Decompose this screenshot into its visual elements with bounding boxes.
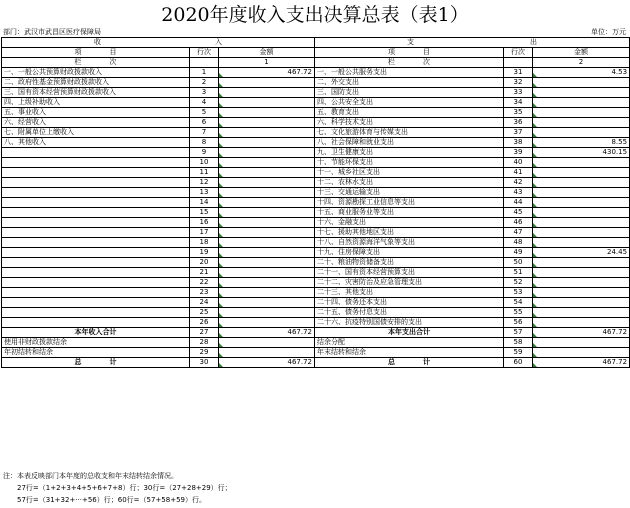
expense-line-cell: 52 bbox=[504, 278, 533, 288]
table-row bbox=[2, 68, 630, 78]
income-item-cell: 七、附属单位上缴收入 bbox=[2, 128, 190, 138]
income-item-header: 项 目 bbox=[2, 48, 190, 58]
footnote-line: 注：本表反映部门本年度的总收支和年末结转结余情况。 bbox=[3, 472, 178, 480]
expense-amount-cell: 8.55 bbox=[533, 138, 630, 148]
income-amount-cell bbox=[219, 288, 315, 298]
table-row bbox=[2, 188, 630, 198]
income-total-label: 年初结转和结余 bbox=[2, 348, 190, 358]
expense-amount-cell bbox=[533, 208, 630, 218]
expense-amount-cell bbox=[533, 168, 630, 178]
expense-total-amount: 467.72 bbox=[533, 358, 630, 368]
income-line-cell: 25 bbox=[190, 308, 219, 318]
income-total-amount: 467.72 bbox=[219, 328, 315, 338]
table-row bbox=[2, 308, 630, 318]
expense-total-amount bbox=[533, 338, 630, 348]
expense-line-cell: 34 bbox=[504, 98, 533, 108]
income-total-label: 总 计 bbox=[2, 358, 190, 368]
table-row bbox=[2, 298, 630, 308]
income-line-cell: 18 bbox=[190, 238, 219, 248]
expense-item-cell: 十、节能环保支出 bbox=[315, 158, 504, 168]
income-line-cell: 7 bbox=[190, 128, 219, 138]
expense-amount-cell bbox=[533, 118, 630, 128]
income-amount-cell bbox=[219, 198, 315, 208]
expense-line-cell: 42 bbox=[504, 178, 533, 188]
income-item-cell bbox=[2, 288, 190, 298]
income-line-cell: 21 bbox=[190, 268, 219, 278]
expense-header-char1: 支 bbox=[407, 38, 415, 46]
expense-line-cell: 47 bbox=[504, 228, 533, 238]
expense-amount-cell bbox=[533, 108, 630, 118]
expense-total-label: 年末结转和结余 bbox=[315, 348, 504, 358]
income-item-cell bbox=[2, 178, 190, 188]
income-total-amount: 467.72 bbox=[219, 358, 315, 368]
income-item-cell bbox=[2, 198, 190, 208]
expense-item-cell: 十四、资源勘探工业信息等支出 bbox=[315, 198, 504, 208]
expense-item-cell: 七、文化旅游体育与传媒支出 bbox=[315, 128, 504, 138]
expense-line-cell: 55 bbox=[504, 308, 533, 318]
footnote-line: 27行=（1+2+3+4+5+6+7+8）行；30行=（27+28+29）行； bbox=[17, 484, 232, 492]
expense-line-cell: 33 bbox=[504, 88, 533, 98]
income-line-cell: 19 bbox=[190, 248, 219, 258]
header-row-section bbox=[2, 38, 630, 48]
expense-item-cell: 二十六、抗疫特别国债安排的支出 bbox=[315, 318, 504, 328]
expense-line-cell: 49 bbox=[504, 248, 533, 258]
expense-line-header: 行次 bbox=[504, 48, 533, 58]
expense-amount-cell bbox=[533, 288, 630, 298]
table-row bbox=[2, 288, 630, 298]
income-amount-cell: 467.72 bbox=[219, 68, 315, 78]
total-row bbox=[2, 358, 630, 368]
income-item-cell bbox=[2, 188, 190, 198]
table-row bbox=[2, 118, 630, 128]
expense-amount-cell bbox=[533, 88, 630, 98]
expense-total-amount: 467.72 bbox=[533, 328, 630, 338]
income-line-cell: 13 bbox=[190, 188, 219, 198]
income-total-amount bbox=[219, 348, 315, 358]
expense-amount-cell bbox=[533, 198, 630, 208]
income-amount-cell bbox=[219, 228, 315, 238]
expense-amount-header: 金额 bbox=[533, 48, 630, 58]
income-header-char2: 入 bbox=[215, 38, 223, 46]
income-line-cell: 2 bbox=[190, 78, 219, 88]
expense-amount-cell bbox=[533, 238, 630, 248]
table-row bbox=[2, 178, 630, 188]
income-total-line: 28 bbox=[190, 338, 219, 348]
expense-header-char2: 出 bbox=[530, 38, 538, 46]
income-amount-cell bbox=[219, 108, 315, 118]
income-line-cell: 17 bbox=[190, 228, 219, 238]
expense-line-cell: 39 bbox=[504, 148, 533, 158]
department-label: 部门：武汉市武昌区医疗保障局 bbox=[3, 28, 101, 36]
table-row bbox=[2, 88, 630, 98]
expense-amount-cell bbox=[533, 228, 630, 238]
table-row bbox=[2, 238, 630, 248]
total-row bbox=[2, 348, 630, 358]
expense-line-cell: 51 bbox=[504, 268, 533, 278]
expense-line-cell: 32 bbox=[504, 78, 533, 88]
expense-item-cell: 二十四、债务还本支出 bbox=[315, 298, 504, 308]
income-line-header: 行次 bbox=[190, 48, 219, 58]
table-row bbox=[2, 208, 630, 218]
expense-line-cell: 35 bbox=[504, 108, 533, 118]
income-item-cell: 五、事业收入 bbox=[2, 108, 190, 118]
table-row bbox=[2, 148, 630, 158]
table-row bbox=[2, 108, 630, 118]
expense-amount-cell bbox=[533, 218, 630, 228]
expense-item-header: 项 目 bbox=[315, 48, 504, 58]
expense-amount-cell bbox=[533, 98, 630, 108]
income-amount-header: 金额 bbox=[219, 48, 315, 58]
income-column-number: 1 bbox=[219, 58, 315, 68]
table-row bbox=[2, 248, 630, 258]
income-line-cell: 11 bbox=[190, 168, 219, 178]
income-line-cell: 3 bbox=[190, 88, 219, 98]
expense-amount-cell: 4.53 bbox=[533, 68, 630, 78]
income-amount-cell bbox=[219, 298, 315, 308]
income-amount-cell bbox=[219, 208, 315, 218]
expense-line-cell: 46 bbox=[504, 218, 533, 228]
income-item-cell bbox=[2, 308, 190, 318]
income-item-cell bbox=[2, 238, 190, 248]
expense-total-label: 结余分配 bbox=[315, 338, 504, 348]
table-row bbox=[2, 278, 630, 288]
income-line-cell: 12 bbox=[190, 178, 219, 188]
footnotes bbox=[3, 470, 232, 506]
expense-item-cell: 八、社会保障和就业支出 bbox=[315, 138, 504, 148]
expense-item-cell: 二十五、债务付息支出 bbox=[315, 308, 504, 318]
income-amount-cell bbox=[219, 278, 315, 288]
expense-line-cell: 43 bbox=[504, 188, 533, 198]
income-total-label: 使用非财政拨款结余 bbox=[2, 338, 190, 348]
income-line-cell: 16 bbox=[190, 218, 219, 228]
expense-item-cell: 四、公共安全支出 bbox=[315, 98, 504, 108]
income-line-cell: 10 bbox=[190, 158, 219, 168]
expense-line-cell: 48 bbox=[504, 238, 533, 248]
table-row bbox=[2, 128, 630, 138]
expense-line-cell: 36 bbox=[504, 118, 533, 128]
budget-table bbox=[1, 37, 630, 368]
expense-amount-cell bbox=[533, 308, 630, 318]
income-line-cell: 15 bbox=[190, 208, 219, 218]
expense-amount-cell: 430.15 bbox=[533, 148, 630, 158]
expense-item-cell: 五、教育支出 bbox=[315, 108, 504, 118]
total-row bbox=[2, 328, 630, 338]
table-row bbox=[2, 268, 630, 278]
income-item-cell: 一、一般公共预算财政拨款收入 bbox=[2, 68, 190, 78]
expense-line-cell: 41 bbox=[504, 168, 533, 178]
expense-amount-cell bbox=[533, 178, 630, 188]
expense-line-cell: 37 bbox=[504, 128, 533, 138]
expense-total-amount bbox=[533, 348, 630, 358]
income-line-cell: 1 bbox=[190, 68, 219, 78]
income-item-cell: 六、经营收入 bbox=[2, 118, 190, 128]
income-line-cell: 20 bbox=[190, 258, 219, 268]
expense-item-cell: 十三、交通运输支出 bbox=[315, 188, 504, 198]
income-total-line: 27 bbox=[190, 328, 219, 338]
income-amount-cell bbox=[219, 98, 315, 108]
expense-item-cell: 二十二、灾害防治及应急管理支出 bbox=[315, 278, 504, 288]
expense-line-cell: 50 bbox=[504, 258, 533, 268]
expense-item-cell: 十八、自然资源海洋气象等支出 bbox=[315, 238, 504, 248]
table-row bbox=[2, 158, 630, 168]
expense-amount-cell bbox=[533, 158, 630, 168]
header-row-index bbox=[2, 58, 630, 68]
expense-column-blank bbox=[504, 58, 533, 68]
income-line-cell: 9 bbox=[190, 148, 219, 158]
income-amount-cell bbox=[219, 158, 315, 168]
income-item-cell bbox=[2, 158, 190, 168]
table-row bbox=[2, 168, 630, 178]
expense-section-header bbox=[315, 38, 630, 48]
income-column-blank bbox=[190, 58, 219, 68]
income-line-cell: 8 bbox=[190, 138, 219, 148]
expense-item-cell: 一、一般公共服务支出 bbox=[315, 68, 504, 78]
expense-total-label: 本年支出合计 bbox=[315, 328, 504, 338]
expense-amount-cell bbox=[533, 268, 630, 278]
footnote-line: 57行=（31+32+···+56）行；60行=（57+58+59）行。 bbox=[17, 496, 206, 504]
income-item-cell: 三、国有资本经营预算财政拨款收入 bbox=[2, 88, 190, 98]
income-amount-cell bbox=[219, 318, 315, 328]
income-line-cell: 4 bbox=[190, 98, 219, 108]
expense-line-cell: 38 bbox=[504, 138, 533, 148]
expense-amount-cell bbox=[533, 278, 630, 288]
total-row bbox=[2, 338, 630, 348]
expense-amount-cell bbox=[533, 318, 630, 328]
income-item-cell bbox=[2, 248, 190, 258]
page-title: 2020年度收入支出决算总表（表1） bbox=[161, 4, 469, 26]
income-line-cell: 23 bbox=[190, 288, 219, 298]
income-item-cell bbox=[2, 218, 190, 228]
table-row bbox=[2, 98, 630, 108]
table-row bbox=[2, 78, 630, 88]
expense-item-cell: 十一、城乡社区支出 bbox=[315, 168, 504, 178]
expense-amount-cell bbox=[533, 258, 630, 268]
income-item-cell bbox=[2, 148, 190, 158]
income-line-cell: 6 bbox=[190, 118, 219, 128]
income-column-label: 栏 次 bbox=[2, 58, 190, 68]
income-amount-cell bbox=[219, 248, 315, 258]
income-amount-cell bbox=[219, 138, 315, 148]
expense-amount-cell bbox=[533, 78, 630, 88]
expense-column-label: 栏 次 bbox=[315, 58, 504, 68]
expense-amount-cell bbox=[533, 188, 630, 198]
income-item-cell bbox=[2, 268, 190, 278]
income-item-cell bbox=[2, 298, 190, 308]
income-item-cell bbox=[2, 278, 190, 288]
income-amount-cell bbox=[219, 88, 315, 98]
income-item-cell bbox=[2, 228, 190, 238]
income-line-cell: 14 bbox=[190, 198, 219, 208]
expense-total-label: 总 计 bbox=[315, 358, 504, 368]
expense-line-cell: 40 bbox=[504, 158, 533, 168]
income-amount-cell bbox=[219, 238, 315, 248]
expense-item-cell: 十七、援助其他地区支出 bbox=[315, 228, 504, 238]
table-row bbox=[2, 218, 630, 228]
expense-item-cell: 三、国防支出 bbox=[315, 88, 504, 98]
expense-item-cell: 九、卫生健康支出 bbox=[315, 148, 504, 158]
expense-line-cell: 45 bbox=[504, 208, 533, 218]
table-row bbox=[2, 318, 630, 328]
expense-item-cell: 二十一、国有资本经营预算支出 bbox=[315, 268, 504, 278]
income-amount-cell bbox=[219, 308, 315, 318]
income-amount-cell bbox=[219, 128, 315, 138]
income-total-amount bbox=[219, 338, 315, 348]
expense-total-line: 60 bbox=[504, 358, 533, 368]
table-row bbox=[2, 198, 630, 208]
income-amount-cell bbox=[219, 118, 315, 128]
income-item-cell: 八、其他收入 bbox=[2, 138, 190, 148]
expense-item-cell: 二十、粮油物资储备支出 bbox=[315, 258, 504, 268]
income-amount-cell bbox=[219, 218, 315, 228]
expense-item-cell: 二、外交支出 bbox=[315, 78, 504, 88]
expense-line-cell: 56 bbox=[504, 318, 533, 328]
expense-total-line: 58 bbox=[504, 338, 533, 348]
expense-item-cell: 十六、金融支出 bbox=[315, 218, 504, 228]
income-line-cell: 5 bbox=[190, 108, 219, 118]
header-row-columns bbox=[2, 48, 630, 58]
income-section-header bbox=[2, 38, 315, 48]
expense-line-cell: 44 bbox=[504, 198, 533, 208]
income-item-cell bbox=[2, 318, 190, 328]
expense-total-line: 59 bbox=[504, 348, 533, 358]
expense-item-cell: 六、科学技术支出 bbox=[315, 118, 504, 128]
income-item-cell: 二、政府性基金预算财政拨款收入 bbox=[2, 78, 190, 88]
expense-column-number: 2 bbox=[533, 58, 630, 68]
income-amount-cell bbox=[219, 188, 315, 198]
income-line-cell: 24 bbox=[190, 298, 219, 308]
income-amount-cell bbox=[219, 258, 315, 268]
income-line-cell: 26 bbox=[190, 318, 219, 328]
income-total-line: 30 bbox=[190, 358, 219, 368]
expense-amount-cell bbox=[533, 298, 630, 308]
income-amount-cell bbox=[219, 268, 315, 278]
expense-line-cell: 54 bbox=[504, 298, 533, 308]
income-line-cell: 22 bbox=[190, 278, 219, 288]
expense-item-cell: 十五、商业服务业等支出 bbox=[315, 208, 504, 218]
income-item-cell: 四、上级补助收入 bbox=[2, 98, 190, 108]
income-item-cell bbox=[2, 168, 190, 178]
expense-item-cell: 十九、住房保障支出 bbox=[315, 248, 504, 258]
income-amount-cell bbox=[219, 78, 315, 88]
income-amount-cell bbox=[219, 148, 315, 158]
income-header-char1: 收 bbox=[94, 38, 101, 46]
table-row bbox=[2, 138, 630, 148]
income-item-cell bbox=[2, 258, 190, 268]
income-total-line: 29 bbox=[190, 348, 219, 358]
expense-line-cell: 53 bbox=[504, 288, 533, 298]
expense-amount-cell: 24.45 bbox=[533, 248, 630, 258]
expense-item-cell: 十二、农林水支出 bbox=[315, 178, 504, 188]
expense-line-cell: 31 bbox=[504, 68, 533, 78]
table-row bbox=[2, 228, 630, 238]
expense-item-cell: 二十三、其他支出 bbox=[315, 288, 504, 298]
expense-amount-cell bbox=[533, 128, 630, 138]
expense-total-line: 57 bbox=[504, 328, 533, 338]
table-row bbox=[2, 258, 630, 268]
income-amount-cell bbox=[219, 168, 315, 178]
income-total-label: 本年收入合计 bbox=[2, 328, 190, 338]
unit-label: 单位：万元 bbox=[591, 28, 626, 36]
income-amount-cell bbox=[219, 178, 315, 188]
income-item-cell bbox=[2, 208, 190, 218]
